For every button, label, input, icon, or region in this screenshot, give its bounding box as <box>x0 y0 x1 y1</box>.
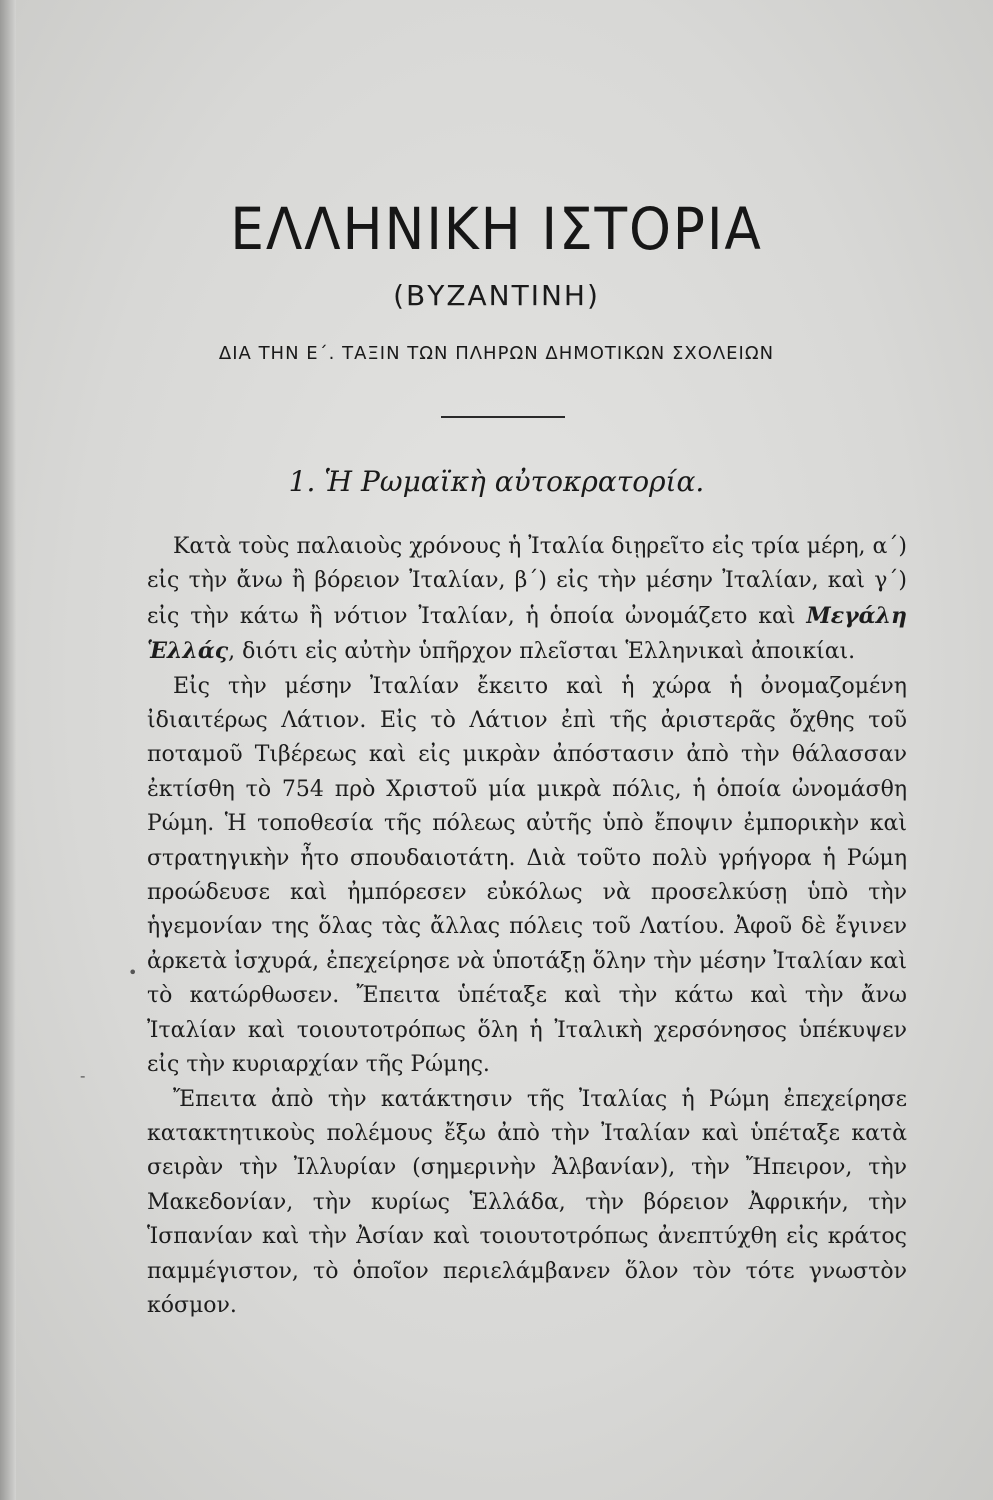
body-text <box>147 530 907 1323</box>
paragraph-2: Εἰς τὴν μέσην Ἰταλίαν ἔκειτο καὶ ἡ χώρα ἡ ὀνομαζομένη ἰδιαιτέρως Λάτιον. Εἰς τὸ Λάτιον ἐπὶ τῆς ἀριστερᾶς ὄχθης τοῦ ποταμοῦ Τιβέρεως καὶ εἰς μικρὰν ἀπόστασιν ἀπὸ τὴν θάλασσαν ἐκτίσθη τὸ 754 πρὸ Χριστοῦ μία μικρὰ πόλις, ἡ ὁποία ὠνομάσθη Ρώμη. Ἡ τοποθεσία τῆς πόλεως αὐτῆς ὑπὸ ἔποψιν ἐμπορικὴν καὶ στρατηγικὴν ἦτο σπουδαιοτάτη. Διὰ τοῦτο πολὺ γρήγορα ἡ Ρώμη προώδευσε καὶ ἠμπόρεσεν εὐκόλως νὰ προσελκύσῃ ὑπὸ τὴν ἡγεμονίαν της ὅλας τὰς ἄλλας πόλεις τοῦ Λατίου. Ἀφοῦ δὲ ἔγινεν ἀρκετὰ ἰσχυρά, ἐπεχείρησε νὰ ὑποτάξῃ ὅλην τὴν μέσην Ἰταλίαν καὶ τὸ κατώρθωσεν. Ἔπειτα ὑπέταξε καὶ τὴν κάτω καὶ τὴν ἄνω Ἰταλίαν καὶ τοιουτοτρόπως ὅλη ἡ Ἰταλικὴ χερσόνησος ὑπέκυψεν εἰς τὴν κυριαρχίαν τῆς Ρώμης. <box>147 673 907 1078</box>
book-title: ΕΛΛΗΝΙΚΗ ΙΣΤΟΡΙΑ <box>230 195 763 263</box>
paragraph-3: Ἔπειτα ἀπὸ τὴν κατάκτησιν τῆς Ἰταλίας ἡ Ρώμη ἐπεχείρησε κατακτητικοὺς πολέμους ἔξω ἀπὸ τὴν Ἰταλίαν καὶ ὑπέταξε κατὰ σειρὰν τὴν Ἰλλυρίαν (σημερινὴν Ἀλβανίαν), τὴν Ἤπειρον, τὴν Μακεδονίαν, τὴν κυρίως Ἑλλάδα, τὴν βόρειον Ἀφρικήν, τὴν Ἱσπανίαν καὶ τὴν Ἀσίαν καὶ τοιουτοτρόπως ἀνεπτύχθη εἰς κράτος παμμέγιστον, τὸ ὁποῖον περιελάμβανεν ὅλον τὸν τότε γνωστὸν κόσμον. <box>147 1086 907 1318</box>
paragraph-1-text-a: Κατὰ τοὺς παλαιοὺς χρόνους ἡ Ἰταλία διῃρεῖτο εἰς τρία μέρη, α΄) εἰς τὴν ἄνω ἢ βόρειον Ἰταλίαν, β΄) εἰς τὴν μέσην Ἰταλίαν, καὶ γ΄) εἰς τὴν κάτω ἢ νότιον Ἰταλίαν, ἡ ὁποία ὠνομάζετο καὶ <box>147 534 907 629</box>
book-subtitle: (ΒΥΖΑΝΤΙΝΗ) <box>393 279 600 312</box>
paragraph-1 <box>147 530 907 670</box>
section-heading: 1. Ἡ Ρωμαϊκὴ αὐτοκρατορία. <box>288 465 705 498</box>
margin-mark: - <box>80 1066 86 1085</box>
divider-rule <box>441 416 565 418</box>
paragraph-1-text-b: , διότι εἰς αὐτὴν ὑπῆρχον πλεῖσται Ἑλληνικαὶ ἀποικίαι. <box>228 639 856 665</box>
paragraph-1-emphasis: Μεγάλη Ἑλλάς <box>147 602 907 665</box>
class-designation: ΔΙΑ ΤΗΝ Ε΄. ΤΑΞΙΝ ΤΩΝ ΠΛΗΡΩΝ ΔΗΜΟΤΙΚΩΝ ΣΧΟΛΕΙΩΝ <box>218 343 775 364</box>
margin-mark: • <box>128 963 138 982</box>
page-edge-shadow <box>0 0 16 1500</box>
